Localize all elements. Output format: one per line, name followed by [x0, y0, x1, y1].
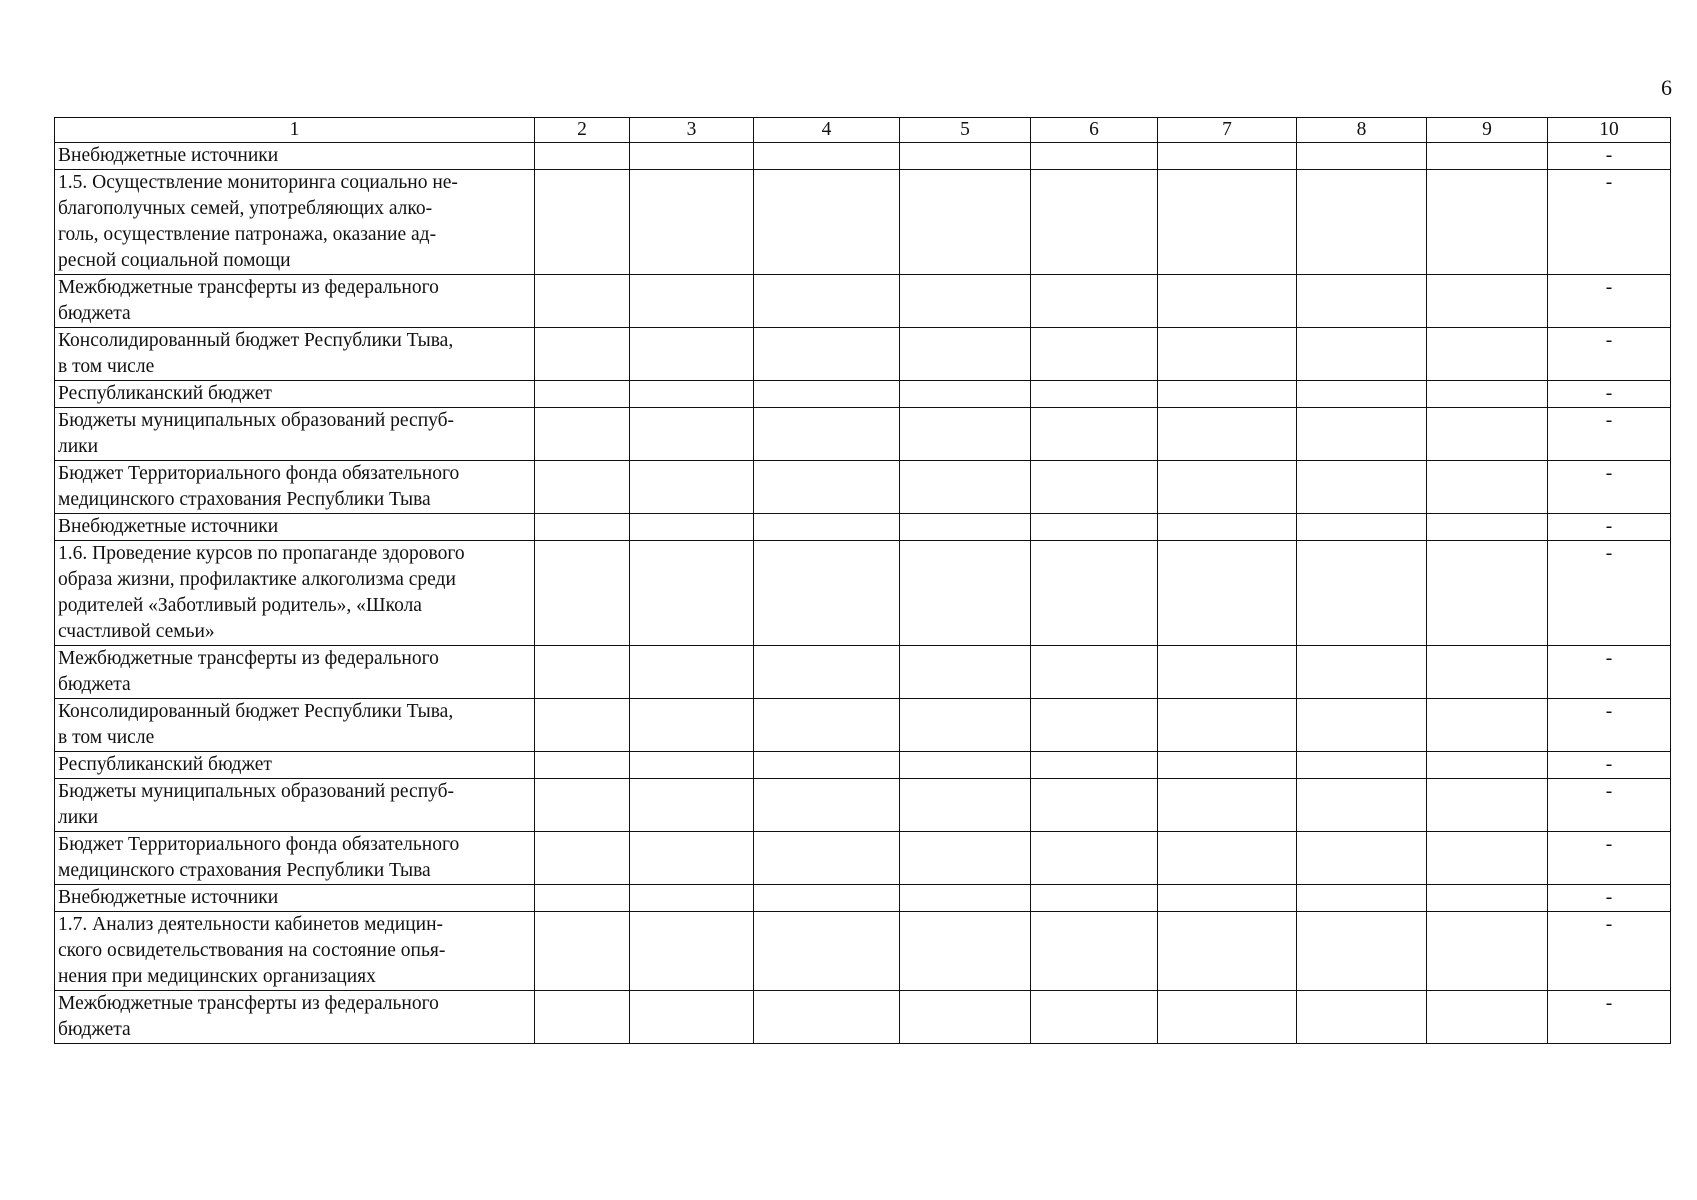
budget-table	[54, 117, 1671, 1044]
table-row	[55, 991, 1671, 1044]
row-label: 1.7. Анализ деятельности кабинетов медицин- ского освидетельствования на состояние опья- нения при медицинских организациях	[55, 912, 535, 991]
empty-cell	[1427, 779, 1548, 832]
empty-cell	[1297, 275, 1427, 328]
row-label: Бюджеты муниципальных образований респуб- лики	[55, 779, 535, 832]
empty-cell	[1158, 779, 1297, 832]
empty-cell	[1427, 541, 1548, 646]
empty-cell	[630, 912, 754, 991]
empty-cell	[630, 832, 754, 885]
table-row	[55, 912, 1671, 991]
empty-cell	[900, 408, 1031, 461]
row-label: 1.5. Осуществление мониторинга социально не- благополучных семей, употребляющих алко- голь, осуществление патронажа, оказание ад- ресной социальной помощи	[55, 170, 535, 275]
empty-cell	[1031, 541, 1158, 646]
empty-cell	[754, 541, 900, 646]
empty-cell	[1427, 408, 1548, 461]
empty-cell	[754, 143, 900, 170]
empty-cell	[535, 170, 630, 275]
empty-cell	[754, 461, 900, 514]
empty-cell	[1158, 170, 1297, 275]
empty-cell	[900, 461, 1031, 514]
empty-cell	[1427, 699, 1548, 752]
row-label: Межбюджетные трансферты из федерального бюджета	[55, 646, 535, 699]
empty-cell	[1297, 408, 1427, 461]
empty-cell	[1031, 885, 1158, 912]
column-number: 8	[1297, 118, 1427, 143]
row-label: Внебюджетные источники	[55, 143, 535, 170]
empty-cell	[535, 328, 630, 381]
empty-cell	[630, 408, 754, 461]
empty-cell	[1158, 514, 1297, 541]
column-number: 2	[535, 118, 630, 143]
table-row	[55, 381, 1671, 408]
column-10-value: -	[1548, 143, 1671, 170]
empty-cell	[1427, 143, 1548, 170]
empty-cell	[630, 461, 754, 514]
empty-cell	[630, 646, 754, 699]
empty-cell	[1297, 991, 1427, 1044]
empty-cell	[1158, 328, 1297, 381]
empty-cell	[1297, 752, 1427, 779]
empty-cell	[535, 408, 630, 461]
empty-cell	[535, 143, 630, 170]
table-row	[55, 541, 1671, 646]
column-number: 7	[1158, 118, 1297, 143]
column-10-value: -	[1548, 381, 1671, 408]
column-10-value: -	[1548, 170, 1671, 275]
empty-cell	[1158, 541, 1297, 646]
empty-cell	[1427, 514, 1548, 541]
empty-cell	[900, 381, 1031, 408]
table-row	[55, 275, 1671, 328]
row-label: Республиканский бюджет	[55, 381, 535, 408]
empty-cell	[1031, 328, 1158, 381]
empty-cell	[535, 275, 630, 328]
column-number: 3	[630, 118, 754, 143]
empty-cell	[1158, 646, 1297, 699]
empty-cell	[1297, 912, 1427, 991]
empty-cell	[1427, 752, 1548, 779]
empty-cell	[630, 275, 754, 328]
table-row	[55, 832, 1671, 885]
empty-cell	[535, 461, 630, 514]
empty-cell	[1297, 514, 1427, 541]
empty-cell	[900, 170, 1031, 275]
table-row	[55, 885, 1671, 912]
empty-cell	[900, 991, 1031, 1044]
empty-cell	[900, 514, 1031, 541]
empty-cell	[630, 779, 754, 832]
empty-cell	[1031, 514, 1158, 541]
table-row	[55, 514, 1671, 541]
table-row	[55, 170, 1671, 275]
column-10-value: -	[1548, 541, 1671, 646]
empty-cell	[754, 275, 900, 328]
column-10-value: -	[1548, 779, 1671, 832]
empty-cell	[754, 912, 900, 991]
empty-cell	[1031, 275, 1158, 328]
column-number-row	[55, 118, 1671, 143]
row-label: Республиканский бюджет	[55, 752, 535, 779]
table-body	[55, 118, 1671, 1044]
row-label: Бюджеты муниципальных образований респуб- лики	[55, 408, 535, 461]
empty-cell	[754, 991, 900, 1044]
column-10-value: -	[1548, 991, 1671, 1044]
empty-cell	[535, 885, 630, 912]
empty-cell	[754, 408, 900, 461]
empty-cell	[535, 912, 630, 991]
empty-cell	[1031, 779, 1158, 832]
empty-cell	[535, 646, 630, 699]
empty-cell	[1427, 991, 1548, 1044]
row-label: Консолидированный бюджет Республики Тыва, в том числе	[55, 699, 535, 752]
empty-cell	[630, 991, 754, 1044]
table-row	[55, 646, 1671, 699]
table-row	[55, 752, 1671, 779]
empty-cell	[1427, 461, 1548, 514]
empty-cell	[900, 885, 1031, 912]
table-row	[55, 699, 1671, 752]
empty-cell	[1297, 143, 1427, 170]
table-row	[55, 143, 1671, 170]
empty-cell	[1158, 461, 1297, 514]
empty-cell	[900, 541, 1031, 646]
empty-cell	[1158, 752, 1297, 779]
row-label: 1.6. Проведение курсов по пропаганде здорового образа жизни, профилактике алкоголизма среди родителей «Заботливый родитель», «Школа счастливой семьи»	[55, 541, 535, 646]
empty-cell	[754, 885, 900, 912]
empty-cell	[1427, 912, 1548, 991]
empty-cell	[1031, 699, 1158, 752]
empty-cell	[900, 699, 1031, 752]
empty-cell	[1158, 408, 1297, 461]
empty-cell	[900, 646, 1031, 699]
empty-cell	[1297, 381, 1427, 408]
empty-cell	[900, 832, 1031, 885]
empty-cell	[1158, 991, 1297, 1044]
empty-cell	[1031, 143, 1158, 170]
empty-cell	[754, 646, 900, 699]
row-label: Внебюджетные источники	[55, 514, 535, 541]
empty-cell	[1427, 170, 1548, 275]
column-10-value: -	[1548, 461, 1671, 514]
empty-cell	[630, 143, 754, 170]
empty-cell	[630, 381, 754, 408]
empty-cell	[1031, 170, 1158, 275]
empty-cell	[1297, 541, 1427, 646]
row-label: Внебюджетные источники	[55, 885, 535, 912]
empty-cell	[1427, 832, 1548, 885]
empty-cell	[630, 514, 754, 541]
table-row	[55, 328, 1671, 381]
empty-cell	[1297, 832, 1427, 885]
empty-cell	[1158, 381, 1297, 408]
empty-cell	[535, 832, 630, 885]
empty-cell	[1031, 912, 1158, 991]
column-number: 5	[900, 118, 1031, 143]
column-10-value: -	[1548, 408, 1671, 461]
empty-cell	[900, 328, 1031, 381]
row-label: Межбюджетные трансферты из федерального бюджета	[55, 991, 535, 1044]
empty-cell	[1297, 170, 1427, 275]
empty-cell	[754, 752, 900, 779]
empty-cell	[754, 328, 900, 381]
column-number: 10	[1548, 118, 1671, 143]
column-10-value: -	[1548, 912, 1671, 991]
column-10-value: -	[1548, 646, 1671, 699]
empty-cell	[630, 541, 754, 646]
empty-cell	[1031, 381, 1158, 408]
empty-cell	[1297, 779, 1427, 832]
column-number: 9	[1427, 118, 1548, 143]
empty-cell	[1297, 646, 1427, 699]
empty-cell	[1158, 275, 1297, 328]
column-10-value: -	[1548, 752, 1671, 779]
empty-cell	[1158, 699, 1297, 752]
empty-cell	[630, 752, 754, 779]
empty-cell	[1297, 461, 1427, 514]
empty-cell	[1297, 328, 1427, 381]
empty-cell	[1427, 328, 1548, 381]
row-label: Межбюджетные трансферты из федерального бюджета	[55, 275, 535, 328]
column-10-value: -	[1548, 885, 1671, 912]
empty-cell	[535, 514, 630, 541]
empty-cell	[630, 699, 754, 752]
column-10-value: -	[1548, 514, 1671, 541]
empty-cell	[1158, 912, 1297, 991]
column-10-value: -	[1548, 275, 1671, 328]
empty-cell	[1158, 885, 1297, 912]
column-number: 4	[754, 118, 900, 143]
empty-cell	[1031, 991, 1158, 1044]
table-row	[55, 461, 1671, 514]
empty-cell	[1297, 699, 1427, 752]
empty-cell	[1297, 885, 1427, 912]
column-number: 1	[55, 118, 535, 143]
column-10-value: -	[1548, 832, 1671, 885]
empty-cell	[1158, 832, 1297, 885]
empty-cell	[630, 885, 754, 912]
empty-cell	[754, 381, 900, 408]
row-label: Бюджет Территориального фонда обязательного медицинского страхования Республики Тыва	[55, 461, 535, 514]
row-label: Консолидированный бюджет Республики Тыва, в том числе	[55, 328, 535, 381]
empty-cell	[630, 170, 754, 275]
empty-cell	[630, 328, 754, 381]
column-number: 6	[1031, 118, 1158, 143]
empty-cell	[900, 143, 1031, 170]
empty-cell	[535, 991, 630, 1044]
column-10-value: -	[1548, 328, 1671, 381]
empty-cell	[535, 541, 630, 646]
table-row	[55, 779, 1671, 832]
empty-cell	[1427, 885, 1548, 912]
empty-cell	[1158, 143, 1297, 170]
empty-cell	[754, 699, 900, 752]
empty-cell	[754, 514, 900, 541]
empty-cell	[900, 912, 1031, 991]
empty-cell	[754, 779, 900, 832]
empty-cell	[1031, 408, 1158, 461]
empty-cell	[754, 832, 900, 885]
empty-cell	[535, 381, 630, 408]
empty-cell	[754, 170, 900, 275]
empty-cell	[900, 275, 1031, 328]
table-row	[55, 408, 1671, 461]
empty-cell	[535, 752, 630, 779]
empty-cell	[1427, 381, 1548, 408]
page-number: 6	[1661, 75, 1672, 100]
empty-cell	[1427, 275, 1548, 328]
empty-cell	[900, 752, 1031, 779]
empty-cell	[1427, 646, 1548, 699]
empty-cell	[535, 779, 630, 832]
empty-cell	[1031, 646, 1158, 699]
empty-cell	[900, 779, 1031, 832]
empty-cell	[535, 699, 630, 752]
row-label: Бюджет Территориального фонда обязательного медицинского страхования Республики Тыва	[55, 832, 535, 885]
empty-cell	[1031, 752, 1158, 779]
empty-cell	[1031, 461, 1158, 514]
empty-cell	[1031, 832, 1158, 885]
column-10-value: -	[1548, 699, 1671, 752]
